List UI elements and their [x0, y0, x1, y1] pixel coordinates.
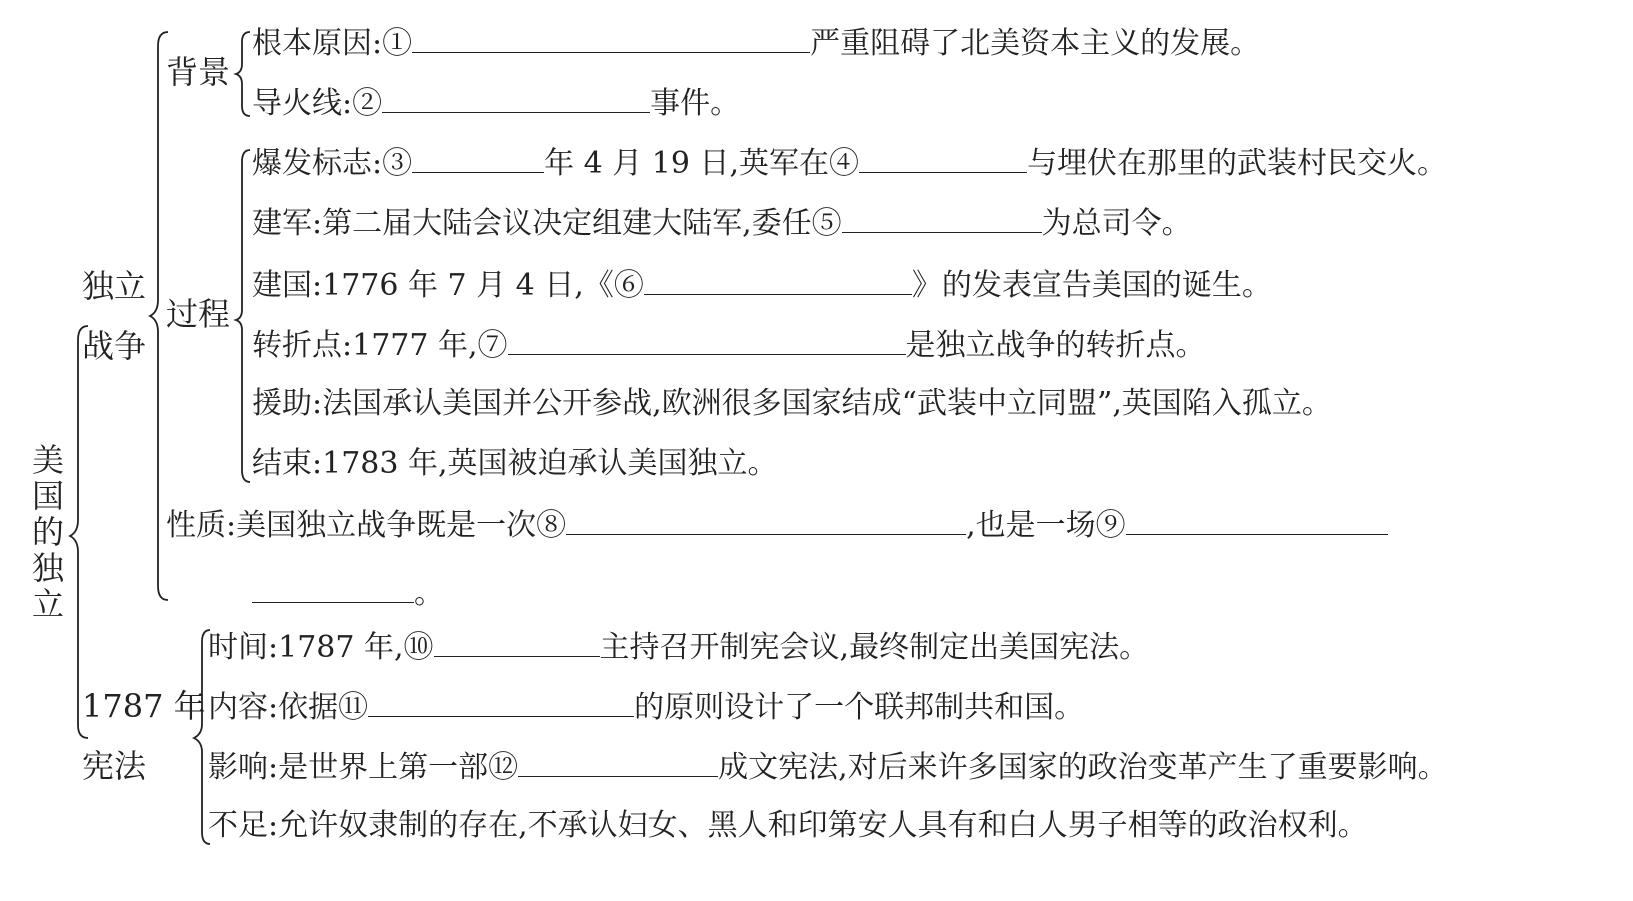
nature-tail: 。	[414, 576, 444, 611]
blank-11[interactable]	[368, 688, 634, 717]
root-cause-suffix: 严重阻碍了北美资本主义的发展。	[810, 26, 1261, 61]
outbreak-line	[252, 144, 1447, 182]
blank-10[interactable]	[434, 628, 600, 657]
turning-suffix: 是独立战争的转折点。	[905, 328, 1206, 363]
fuse-suffix: 事件。	[650, 86, 741, 121]
blank-8[interactable]	[566, 506, 966, 535]
constitution-label-line1: 1787 年	[82, 687, 206, 725]
blank-7[interactable]	[508, 326, 906, 355]
nature-line2	[252, 574, 444, 612]
nature-prefix: 性质:美国独立战争既是一次⑧	[166, 508, 567, 543]
war-label-line1: 独立	[82, 267, 147, 305]
turning-line	[252, 326, 1206, 364]
blank-1[interactable]	[412, 24, 810, 53]
shortcoming-line: 不足:允许奴隶制的存在,不承认妇女、黑人和印第安人具有和白人男子相等的政治权利。	[208, 808, 1368, 843]
aid-line: 援助:法国承认美国并公开参战,欧洲很多国家结成“武装中立同盟”,英国陷入孤立。	[252, 386, 1332, 421]
army-prefix: 建军:第二届大陆会议决定组建大陆军,委任⑤	[252, 206, 842, 241]
blank-9-continued[interactable]	[252, 574, 414, 603]
turning-prefix: 转折点:1777 年,⑦	[252, 328, 508, 363]
end-line: 结束:1783 年,英国被迫承认美国独立。	[252, 446, 778, 481]
time-line	[208, 628, 1149, 666]
fuse-line	[252, 84, 740, 122]
outbreak-prefix: 爆发标志:③	[252, 146, 413, 181]
nature-line	[166, 506, 1388, 544]
process-brace	[236, 150, 250, 482]
war-label-line2: 战争	[82, 327, 147, 365]
founding-line	[252, 266, 1272, 304]
content-suffix: 的原则设计了一个联邦制共和国。	[634, 690, 1085, 725]
outbreak-suffix: 与埋伏在那里的武装村民交火。	[1027, 146, 1448, 181]
blank-9[interactable]	[1126, 506, 1388, 535]
background-brace	[236, 32, 250, 116]
root-cause-prefix: 根本原因:①	[252, 26, 413, 61]
content-prefix: 内容:依据⑪	[208, 690, 369, 725]
background-label: 背景	[166, 53, 231, 91]
time-suffix: 主持召开制宪会议,最终制定出美国宪法。	[599, 630, 1150, 665]
blank-4[interactable]	[859, 144, 1027, 173]
content-line	[208, 688, 1084, 726]
root-cause-line	[252, 24, 1260, 62]
founding-suffix: 》的发表宣告美国的诞生。	[911, 268, 1272, 303]
impact-suffix: 成文宪法,对后来许多国家的政治变革产生了重要影响。	[718, 750, 1448, 785]
root-label: 美国的独立	[31, 441, 64, 623]
constitution-label-line2: 宪法	[82, 747, 147, 785]
outbreak-mid: 年 4 月 19 日,英军在④	[544, 146, 860, 181]
blank-12[interactable]	[518, 748, 718, 777]
blank-2[interactable]	[382, 84, 650, 113]
army-line	[252, 204, 1192, 242]
impact-line	[208, 748, 1448, 786]
fuse-prefix: 导火线:②	[252, 86, 383, 121]
blank-5[interactable]	[842, 204, 1042, 233]
root-brace	[70, 326, 88, 738]
time-prefix: 时间:1787 年,⑩	[208, 630, 434, 665]
blank-3[interactable]	[412, 144, 544, 173]
nature-mid: ,也是一场⑨	[966, 508, 1126, 543]
founding-prefix: 建国:1776 年 7 月 4 日,《⑥	[252, 268, 644, 303]
army-suffix: 为总司令。	[1041, 206, 1192, 241]
blank-6[interactable]	[644, 266, 912, 295]
process-label: 过程	[166, 295, 231, 333]
impact-prefix: 影响:是世界上第一部⑫	[208, 750, 519, 785]
